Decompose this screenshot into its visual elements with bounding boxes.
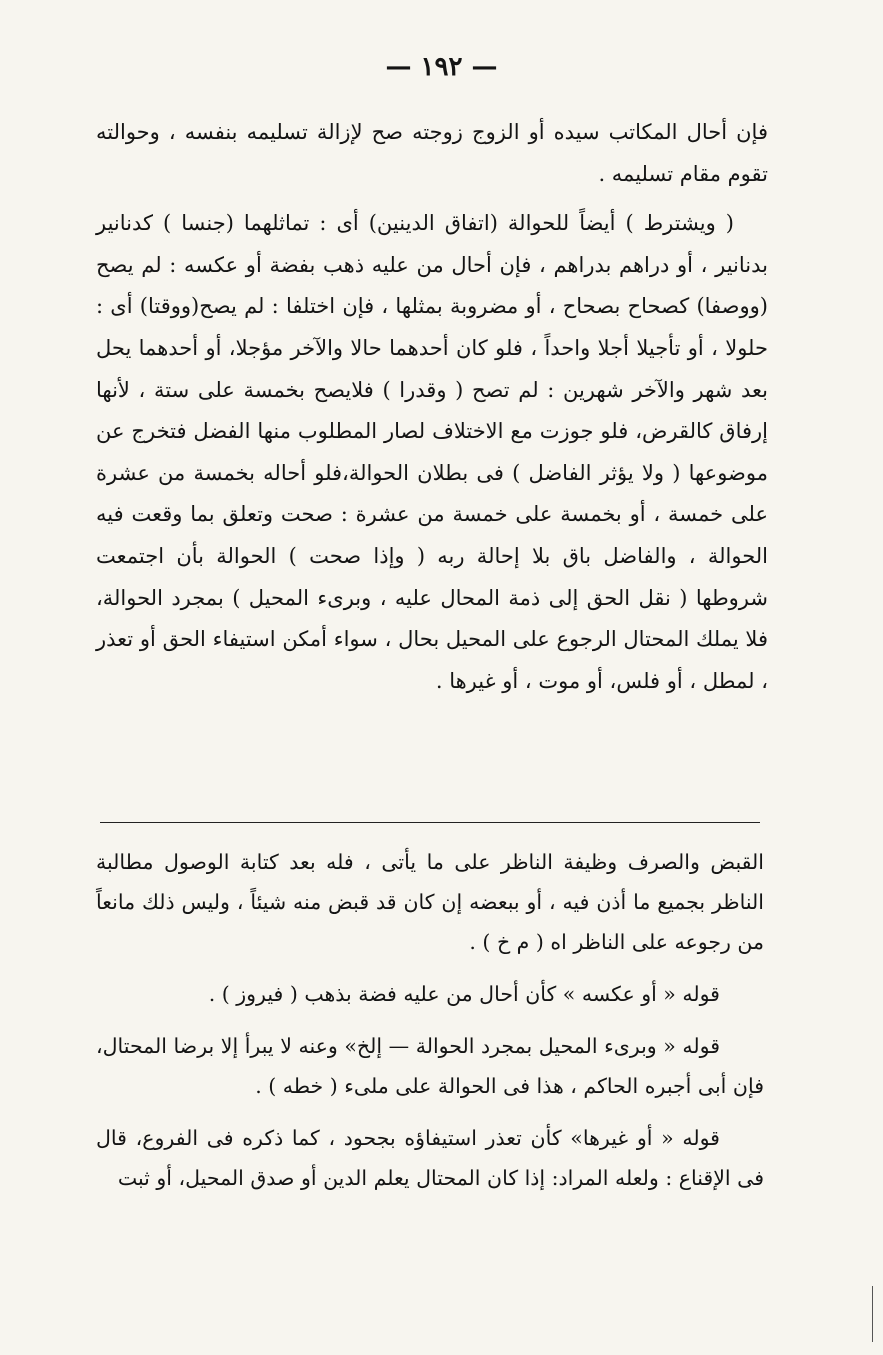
footnote-separator (100, 822, 760, 823)
main-paragraph-2: ( ويشترط ) أيضاً للحوالة (اتفاق الدينين) أى : تماثلهما (جنسا ) كدنانير بدنانير ، أو دراهم بدراهم ، فإن أحال من عليه ذهب بفضة أو عكسه : لم يصح (ووصفا) كصحاح بصحاح ، أو مضروبة بمثلها ، فإن اختلفا : لم يصح(ووقتا) أى : حلولا ، أو تأجيلا أجلا واحداً ، فلو كان أحدهما حالا والآخر مؤجلا، أو أحدهما يحل بعد شهر والآخر شهرين : لم تصح ( وقدرا ) فلايصح بخمسة على ستة ، لأنها إرفاق كالقرض، فلو جوزت مع الاختلاف لصار المطلوب منها الفضل فتخرج عن موضوعها ( ولا يؤثر الفاضل ) فى بطلان الحوالة،فلو أحاله بخمسة من عشرة على خمسة ، أو بخمسة على خمسة من عشرة : صحت وتعلق بما وقعت فيه الحوالة ، والفاضل باق بلا إحالة ربه ( وإذا صحت ) الحوالة بأن اجتمعت شروطها ( نقل الحق إلى ذمة المحال عليه ، وبرىء المحيل ) بمجرد الحوالة، فلا يملك المحتال الرجوع على المحيل بحال ، سواء أمكن استيفاء الحق أو تعذر ، لمطل ، أو فلس، أو موت ، أو غيرها . (96, 211, 768, 693)
footnote-3: قوله « وبرىء المحيل بمجرد الحوالة — إلخ» وعنه لا يبرأ إلا برضا المحتال، فإن أبى أجبره الحاكم ، هذا فى الحوالة على ملىء ( خطه ) . (96, 1034, 764, 1098)
footnote-2: قوله « أو عكسه » كأن أحال من عليه فضة بذهب ( فيروز ) . (208, 982, 720, 1006)
scan-edge-line (872, 1286, 873, 1342)
footnote-4: قوله « أو غيرها» كأن تعذر استيفاؤه بجحود ، كما ذكره فى الفروع، قال فى الإقناع : ولعله المراد: إذا كان المحتال يعلم الدين أو صدق المحيل، أو ثبت (96, 1126, 764, 1190)
footnote-1: القبض والصرف وظيفة الناظر على ما يأتى ، فله بعد كتابة الوصول مطالبة الناظر بجميع ما أذن فيه ، أو ببعضه إن كان قد قبض منه شيئاً ، وليس ذلك مانعاً من رجوعه على الناظر اه ( م خ ) . (96, 850, 764, 954)
footnotes-section (96, 842, 764, 1210)
page-number: — ١٩٢ — (385, 52, 498, 82)
main-paragraph-1: فإن أحال المكاتب سيده أو الزوج زوجته صح لإزالة تسليمه بنفسه ، وحوالته تقوم مقام تسليمه . (96, 120, 768, 186)
main-text-body (96, 112, 768, 710)
